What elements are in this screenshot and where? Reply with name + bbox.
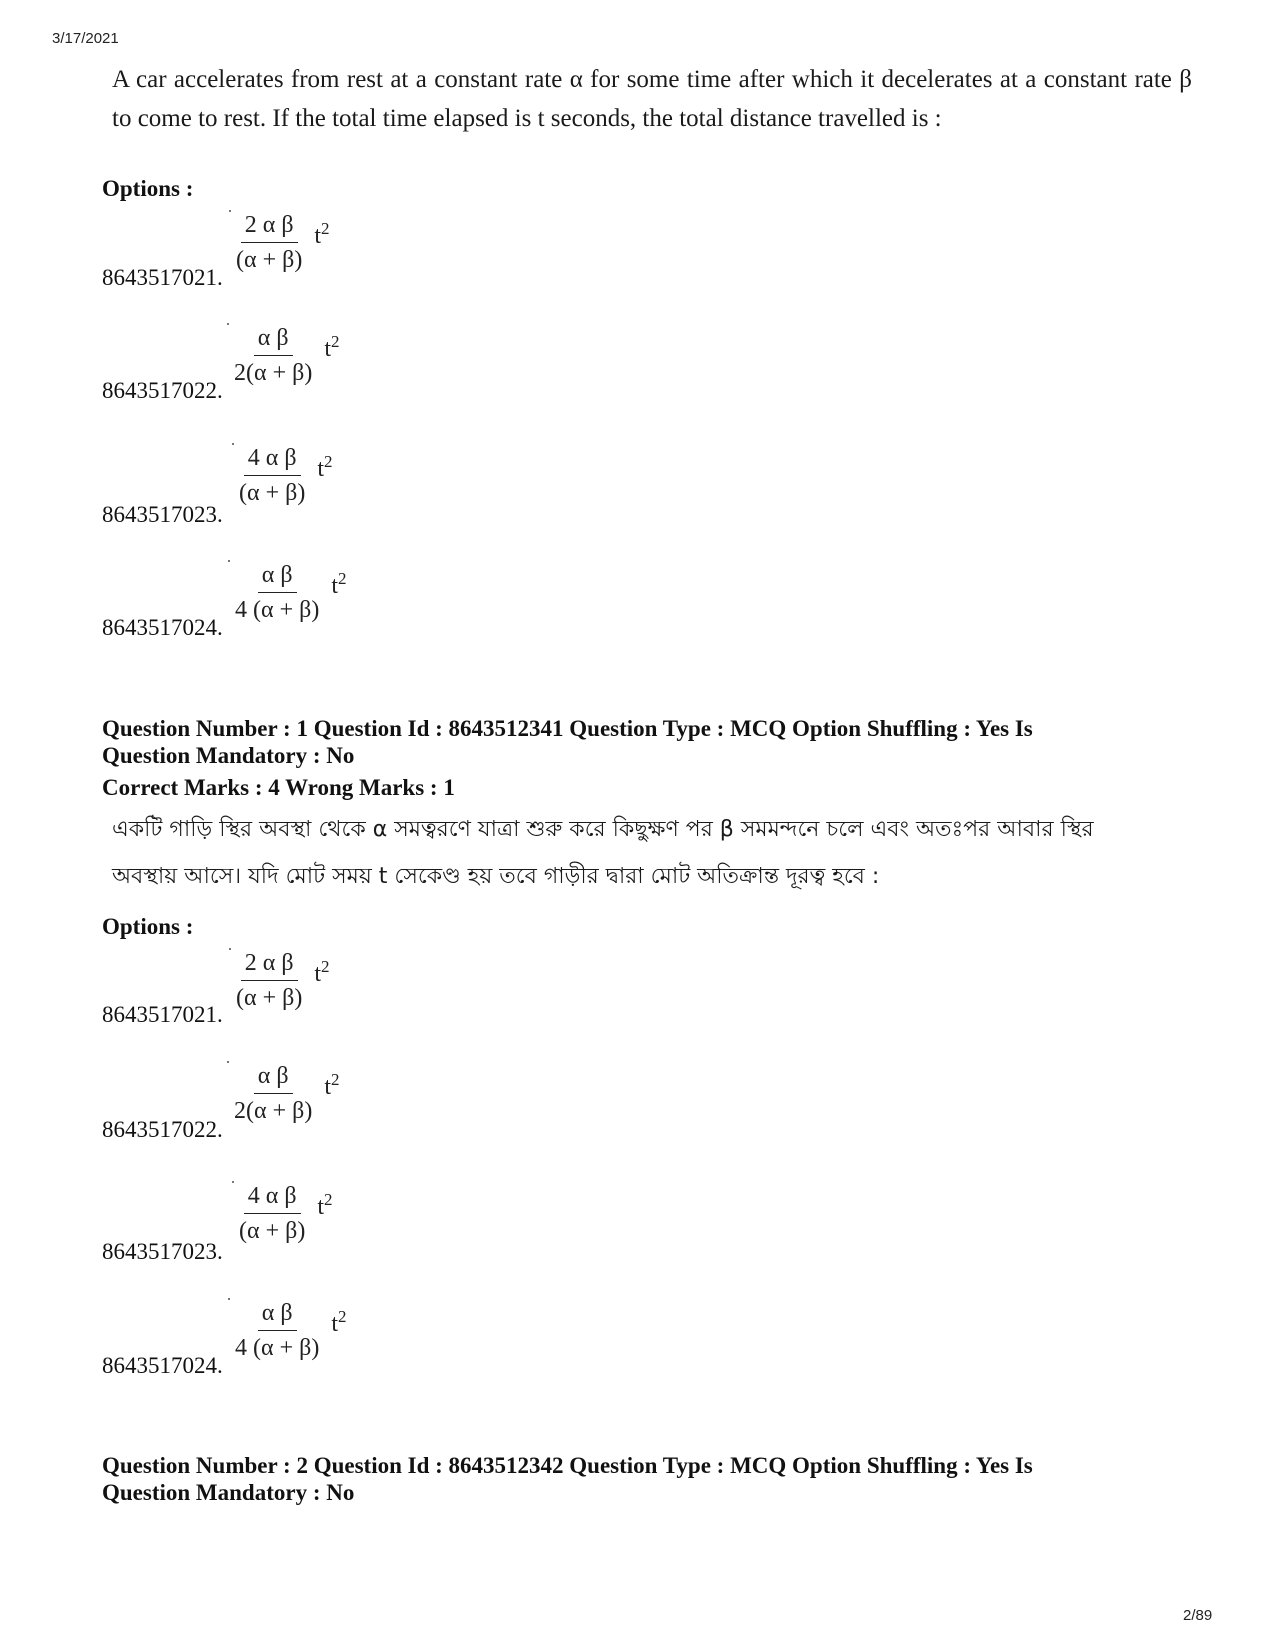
scan-speck <box>232 1181 234 1183</box>
question-header: Question Number : 1 Question Id : 8643512341 Question Type : MCQ Option Shuffling : Yes Is <box>102 716 1033 741</box>
question-header: Question Number : 2 Question Id : 8643512342 Question Type : MCQ Option Shuffling : Yes Is <box>102 1453 1033 1478</box>
option-id: 8643517022. <box>102 378 223 403</box>
question-text-bengali-line2: অবস্থায় আসে। যদি মোট সময় t সেকেণ্ড হয় তবে গাড়ীর দ্বারা মোট অতিক্রান্ত দূরত্ব হবে : <box>112 864 880 889</box>
option-formula: $\frac{\text{α β}}{4 (\alpha + \beta)}$ $t^2$ <box>235 562 347 623</box>
option-id: 8643517021. <box>102 265 223 290</box>
option-formula: $\frac{\text{4 α β}}{(\alpha + \beta)}$ $t^2$ <box>239 445 333 506</box>
options-label: Options : <box>102 914 194 939</box>
question-mandatory: Question Mandatory : No <box>102 1480 355 1505</box>
options-label: Options : <box>102 176 194 201</box>
option-formula: $\frac{\text{4 α β}}{(\alpha + \beta)}$ $t^2$ <box>239 1183 333 1244</box>
question-marks: Correct Marks : 4 Wrong Marks : 1 <box>102 775 455 800</box>
option-id: 8643517024. <box>102 1353 223 1378</box>
scan-speck <box>228 560 230 562</box>
scan-speck <box>227 323 229 325</box>
scan-speck <box>227 1061 229 1063</box>
option-id: 8643517023. <box>102 1239 223 1264</box>
option-id: 8643517023. <box>102 502 223 527</box>
scan-speck <box>229 210 231 212</box>
option-formula: $\frac{\text{α β}}{2(\alpha + \beta)}$ $t^2$ <box>234 325 340 386</box>
scan-speck <box>229 948 231 950</box>
print-date: 3/17/2021 <box>52 30 119 47</box>
option-formula: $\frac{\text{α β}}{2(\alpha + \beta)}$ $t^2$ <box>234 1063 340 1124</box>
scan-speck <box>228 1298 230 1300</box>
option-id: 8643517021. <box>102 1002 223 1027</box>
page-number: 2/89 <box>1183 1607 1213 1624</box>
option-formula: $\frac{\text{2 α β}}{(\alpha + \beta)}$ $t^2$ <box>236 212 330 273</box>
option-formula: $\frac{\text{2 α β}}{(\alpha + \beta)}$ $t^2$ <box>236 950 330 1011</box>
question-mandatory: Question Mandatory : No <box>102 743 355 768</box>
scan-speck <box>232 443 234 445</box>
question-text-english: A car accelerates from rest at a constant rate α for some time after which it decelerates at a constant rate β to come to rest. If the total time elapsed is t seconds, the total distance travelled is : <box>112 66 1192 132</box>
option-formula: $\frac{\text{α β}}{4 (\alpha + \beta)}$ $t^2$ <box>235 1300 347 1361</box>
question-text-bengali-line1: একটি গাড়ি স্থির অবস্থা থেকে α সমত্বরণে যাত্রা শুরু করে কিছুক্ষণ পর β সমমন্দনে চলে এবং অতঃপর আবার স্থির <box>112 817 1094 842</box>
option-id: 8643517024. <box>102 615 223 640</box>
option-id: 8643517022. <box>102 1117 223 1142</box>
